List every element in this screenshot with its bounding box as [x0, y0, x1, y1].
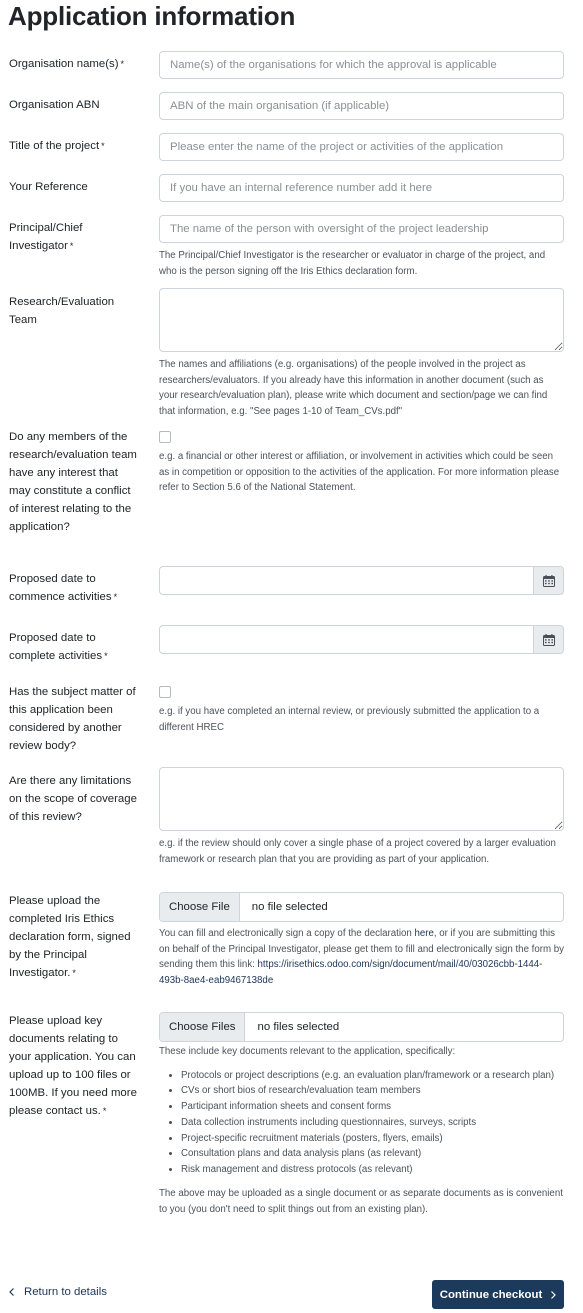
team-textarea[interactable]: [159, 288, 564, 352]
conflict-checkbox[interactable]: [159, 431, 171, 443]
list-item: • Participant information sheets and consent forms: [181, 1099, 564, 1115]
team-label: Research/Evaluation Team: [9, 296, 115, 326]
calendar-icon: [543, 575, 555, 587]
limitations-label: Are there any limitations on the scope of coverage of this review?: [9, 775, 137, 823]
chevron-right-icon: [551, 1291, 556, 1299]
commence-label: Proposed date to commence activities *: [9, 573, 118, 603]
complete-calendar-button[interactable]: [533, 625, 564, 654]
org-name-input[interactable]: [159, 51, 564, 79]
page-title: Application information: [8, 1, 296, 31]
conflict-label: Do any members of the research/evaluation team have any interest that may constitute a conflict of interest relating to the application?: [9, 431, 137, 533]
list-item: • CVs or short bios of research/evaluation team members: [181, 1083, 564, 1099]
declaration-file-status: no file selected: [251, 901, 328, 913]
org-abn-label: Organisation ABN: [9, 99, 100, 111]
declaration-here-link[interactable]: here: [414, 928, 434, 939]
org-name-label: Organisation name(s) *: [9, 58, 125, 70]
declaration-sign-link[interactable]: https://irisethics.odoo.com/sign/document/mail/40/03026cbb-1444-493b-8ae4-eab9467138de: [159, 959, 543, 986]
principal-help: The Principal/Chief Investigator is the researcher or evaluator in charge of the project, and who is the person signing off the Iris Ethics declaration form.: [159, 250, 546, 277]
team-help: The names and affiliations (e.g. organisations) of the people involved in the project as researchers/evaluators. If you already have this information in another document (such as your research/evaluation plan), please write which document and section/page we can find that information, e.g. "See pages 1-10 of Team_CVs.pdf": [159, 359, 548, 417]
documents-label: Please upload key documents relating to your application. You can upload up to 100 files or 100MB. If you need more please contact us. *: [9, 1015, 137, 1117]
complete-label: Proposed date to complete activities *: [9, 632, 108, 662]
list-item: • Protocols or project descriptions (e.g. an evaluation plan/framework or a research plan): [181, 1068, 564, 1084]
other-body-help: e.g. if you have completed an internal review, or previously submitted the application to a different HREC: [159, 706, 540, 733]
documents-list: [181, 1068, 564, 1179]
other-body-checkbox[interactable]: [159, 686, 171, 698]
declaration-help: You can fill and electronically sign a copy of the declaration here, or if you are submitting this on behalf of the Principal Investigator, please get them to fill and electronically sign the form by sending them this link: https://irisethics.odoo.com/sign/document/mail/40/03026cbb-1444-493b-8ae4-eab9467138de: [159, 928, 564, 986]
project-title-input[interactable]: [159, 133, 564, 161]
documents-choose-files-button[interactable]: Choose Files: [160, 1013, 245, 1041]
documents-help: These include key documents relevant to the application, specifically: • Protocols or project descriptions (e.g. an evaluation plan/framework or a research plan) • CVs or short bios of research/evaluation team members • Participant information sheets and consent forms • Data collection instruments including questionnaires, surveys, scripts • Project-specific recruitment materials (posters, flyers, emails) • Consultation plans and data analysis plans (as relevant) • Risk management and distress protocols (as relevant) The above may be uploaded as a single document or as separate documents as is convenient to you (you don't need to split things out from an existing plan).: [159, 1044, 564, 1217]
continue-checkout-button[interactable]: [432, 1280, 564, 1309]
continue-checkout-label: Continue checkout: [439, 1288, 543, 1301]
return-to-details-link[interactable]: [9, 1286, 107, 1298]
chevron-left-icon: [9, 1288, 14, 1296]
limitations-help: e.g. if the review should only cover a single phase of a project covered by a larger evaluation framework or research plan that you are providing as part of your application.: [159, 838, 556, 865]
conflict-help: e.g. a financial or other interest or affiliation, or involvement in activities which could be seen as in competition or opposition to the activities of the application. For more information please refer to Section 5.6 of the National Statement.: [159, 451, 560, 493]
declaration-label: Please upload the completed Iris Ethics declaration form, signed by the Principal Investigator. *: [9, 895, 131, 979]
limitations-textarea[interactable]: [159, 767, 564, 831]
documents-file-input[interactable]: [159, 1012, 564, 1042]
commence-calendar-button[interactable]: [533, 566, 564, 595]
principal-label: Principal/Chief Investigator *: [9, 222, 83, 252]
declaration-file-input[interactable]: [159, 892, 564, 922]
list-item: • Risk management and distress protocols (as relevant): [181, 1162, 564, 1178]
your-reference-label: Your Reference: [9, 181, 88, 193]
other-body-label: Has the subject matter of this application been considered by another review body?: [9, 686, 136, 752]
your-reference-input[interactable]: [159, 174, 564, 202]
project-title-label: Title of the project *: [9, 140, 105, 152]
commence-date-input[interactable]: [159, 566, 533, 595]
declaration-choose-file-button[interactable]: Choose File: [160, 893, 240, 921]
return-to-details-label: Return to details: [24, 1286, 107, 1298]
documents-file-status: no files selected: [257, 1021, 340, 1033]
list-item: • Project-specific recruitment materials (posters, flyers, emails): [181, 1131, 564, 1147]
complete-date-input[interactable]: [159, 625, 533, 654]
calendar-icon: [543, 634, 555, 646]
list-item: • Consultation plans and data analysis plans (as relevant): [181, 1146, 564, 1162]
org-abn-input[interactable]: [159, 92, 564, 120]
principal-input[interactable]: [159, 215, 564, 243]
list-item: • Data collection instruments including questionnaires, surveys, scripts: [181, 1115, 564, 1131]
